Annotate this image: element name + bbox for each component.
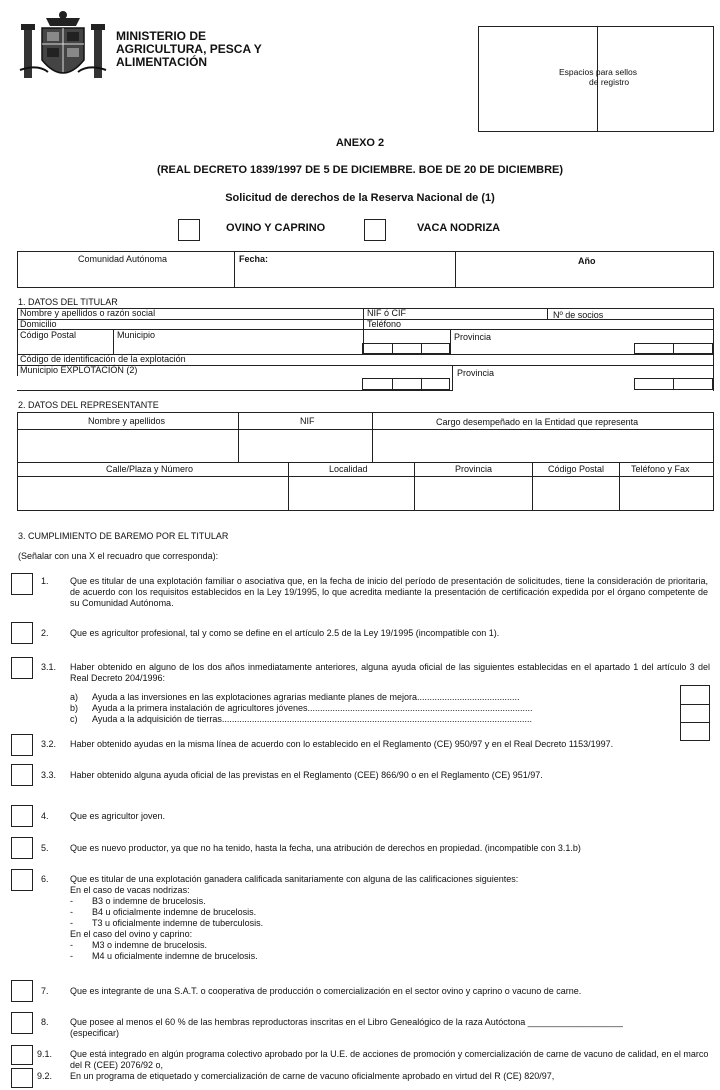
item8-note: (especificar) <box>70 1028 120 1038</box>
item6-line-5: En el caso del ovino y caprino: <box>70 929 193 939</box>
ministry-name <box>116 30 286 69</box>
top-table <box>17 251 714 288</box>
sub31-a-text: Ayuda a las inversiones en las explotaciones agrarias mediante planes de mejora......................................... <box>92 692 520 702</box>
item31-num: 3.1. <box>41 662 57 672</box>
nif-label: NIF ó CIF <box>367 308 407 318</box>
item6-dash-3: - <box>70 918 73 928</box>
item92-num: 9.2. <box>37 1071 53 1081</box>
item4-checkbox[interactable] <box>11 805 33 827</box>
rep-nif-label: NIF <box>300 416 315 426</box>
ministry-line-3: ALIMENTACIÓN <box>116 55 208 69</box>
rep-calle-label: Calle/Plaza y Número <box>106 464 194 474</box>
socios-label: Nº de socios <box>553 310 604 320</box>
item33-text: Haber obtenido alguna ayuda oficial de las previstas en el Reglamento (CEE) 866/90 o en el Reglamento (CE) 951/97. <box>70 770 543 780</box>
rep-provincia-label: Provincia <box>455 464 493 474</box>
item8-num: 8. <box>41 1017 49 1027</box>
item91-text: Que está integrado en algún programa colectivo aprobado por la U.E. de acciones de promoción y comercialización de carne de vacuno de calidad, en el marco del R (CEE) 2076/92 o, <box>70 1049 709 1070</box>
item6-dash-1: - <box>70 896 73 906</box>
item4-num: 4. <box>41 811 49 821</box>
sub31-b-text: Ayuda a la primera instalación de agricultores jóvenes.......................................................................................... <box>92 703 533 713</box>
item32-checkbox[interactable] <box>11 734 33 756</box>
stamp-box <box>478 26 714 132</box>
item7-text: Que es integrante de una S.A.T. o cooperativa de producción o comercialización en el sector ovino y caprino o vacuno de carne. <box>70 986 582 996</box>
item6-line-7: M4 u oficialmente indemne de brucelosis. <box>92 951 258 961</box>
ovino-label: OVINO Y CAPRINO <box>226 222 326 234</box>
item8-checkbox[interactable] <box>11 1012 33 1034</box>
item5-num: 5. <box>41 843 49 853</box>
sub31-boxes[interactable] <box>680 685 710 741</box>
telefono-label: Teléfono <box>367 319 402 329</box>
provincia2-label: Provincia <box>457 368 495 378</box>
item6-checkbox[interactable] <box>11 869 33 891</box>
item1-checkbox[interactable] <box>11 573 33 595</box>
sub31-b-letter: b) <box>70 703 79 713</box>
section1-table <box>17 308 714 391</box>
fecha-label: Fecha: <box>239 254 269 264</box>
provincia-label: Provincia <box>454 332 492 342</box>
item5-text: Que es nuevo productor, ya que no ha tenido, hasta la fecha, una atribución de derechos en propiedad. (incompatible con 3.1.b) <box>70 843 581 853</box>
item32-num: 3.2. <box>41 739 57 749</box>
item6-line-6: M3 o indemne de brucelosis. <box>92 940 208 950</box>
item2-text: Que es agricultor profesional, tal y como se define en el artículo 2.5 de la Ley 19/1995 (incompatible con 1). <box>70 628 500 638</box>
rep-localidad-label: Localidad <box>329 464 368 474</box>
item91-checkbox[interactable] <box>11 1045 33 1065</box>
item6-line-2: B3 o indemne de brucelosis. <box>92 896 206 906</box>
rep-cp-label: Código Postal <box>548 464 605 474</box>
item32-text: Haber obtenido ayudas en la misma línea de acuerdo con lo establecido en el Reglamento (CE) 950/97 y en el Real Decreto 1153/1997. <box>70 739 614 749</box>
item2-checkbox[interactable] <box>11 622 33 644</box>
rep-cargo-label: Cargo desempeñado en la Entidad que representa <box>436 417 639 427</box>
item1-num: 1. <box>41 576 49 586</box>
nombre-label: Nombre y apellidos o razón social <box>20 308 156 318</box>
section2-heading: 2. DATOS DEL REPRESENTANTE <box>18 400 159 410</box>
item6-dash-5: - <box>70 951 73 961</box>
stamp-line-1: Espacios para sellos <box>559 67 637 77</box>
ministry-line-1: MINISTERIO DE <box>116 29 207 43</box>
sub31-c-text: Ayuda a la adquisición de tierras............................................................................................................................ <box>92 714 532 724</box>
section3-instruction: (Señalar con una X el recuadro que corresponda): <box>18 551 219 561</box>
item91-num: 9.1. <box>37 1049 53 1059</box>
item1-text: Que es titular de una explotación familiar o asociativa que, en la fecha de inicio del período de presentación de solicitudes, tiene la consideración de prioritaria, de acuerdo con los requisitos establecidos en la Ley 19/1995, lo que acredita mediante la presentación de certificación expedida por el órgano competente de su Comunidad Autónoma. <box>70 576 708 608</box>
item33-num: 3.3. <box>41 770 57 780</box>
rep-telefono-label: Teléfono y Fax <box>631 464 690 474</box>
municipio-label: Municipio <box>117 330 156 340</box>
annex-title: ANEXO 2 <box>335 137 385 149</box>
section3-heading: 3. CUMPLIMIENTO DE BAREMO POR EL TITULAR <box>18 531 229 541</box>
ano-label: Año <box>578 256 596 266</box>
item6-dash-4: - <box>70 940 73 950</box>
item6-text: Que es titular de una explotación ganadera calificada sanitariamente con alguna de las calificaciones siguientes: <box>70 874 519 884</box>
comunidad-label: Comunidad Autónoma <box>78 254 168 264</box>
request-title: Solicitud de derechos de la Reserva Nacional de (1) <box>225 192 495 204</box>
item5-checkbox[interactable] <box>11 837 33 859</box>
municipio-exp-boxes[interactable] <box>362 378 450 390</box>
sub31-c-letter: c) <box>70 714 78 724</box>
municipio-explotacion-label: Municipio EXPLOTACIÓN (2) <box>20 365 138 375</box>
item6-line-4: T3 u oficialmente indemne de tuberculosis. <box>92 918 264 928</box>
coat-of-arms-logo <box>18 10 108 90</box>
item7-checkbox[interactable] <box>11 980 33 1002</box>
item92-checkbox[interactable] <box>11 1068 33 1088</box>
item7-num: 7. <box>41 986 49 996</box>
codigo-explotacion-label: Código de identificación de la explotación <box>20 354 186 364</box>
cp-boxes[interactable] <box>362 343 450 354</box>
item6-dash-2: - <box>70 907 73 917</box>
item6-num: 6. <box>41 874 49 884</box>
item92-text: En un programa de etiquetado y comercialización de carne de vacuno oficialmente aprobado en virtud del R (CE) 820/97, <box>70 1071 555 1081</box>
sub31-a-letter: a) <box>70 692 79 702</box>
stamp-line-2: de registro <box>589 77 630 87</box>
item31-checkbox[interactable] <box>11 657 33 679</box>
decree-title: (REAL DECRETO 1839/1997 DE 5 DE DICIEMBRE. BOE DE 20 DE DICIEMBRE) <box>156 164 564 176</box>
section1-heading: 1. DATOS DEL TITULAR <box>18 297 118 307</box>
item31-text: Haber obtenido en alguno de los dos años inmediatamente anteriores, alguna ayuda oficial de las siguientes establecidas en el apartado 1 del artículo 3 del Real Decreto 204/1996: <box>70 662 710 683</box>
vaca-label: VACA NODRIZA <box>417 222 501 234</box>
cp-label: Código Postal <box>20 330 77 340</box>
section2-table <box>17 412 714 511</box>
domicilio-label: Domicilio <box>20 319 57 329</box>
item6-line-1: En el caso de vacas nodrizas: <box>70 885 190 895</box>
item2-num: 2. <box>41 628 49 638</box>
ministry-line-2: AGRICULTURA, PESCA Y <box>116 42 262 56</box>
item6-line-3: B4 u oficialmente indemne de brucelosis. <box>92 907 257 917</box>
item33-checkbox[interactable] <box>11 764 33 786</box>
stamp-label <box>559 67 649 87</box>
rep-nombre-label: Nombre y apellidos <box>88 416 166 426</box>
item8-text: Que posee al menos el 60 % de las hembras reproductoras inscritas en el Libro Genealógico de la raza Autóctona ___________________ <box>70 1017 623 1027</box>
vaca-checkbox[interactable] <box>364 219 386 241</box>
ovino-checkbox[interactable] <box>178 219 200 241</box>
item4-text: Que es agricultor joven. <box>70 811 166 821</box>
